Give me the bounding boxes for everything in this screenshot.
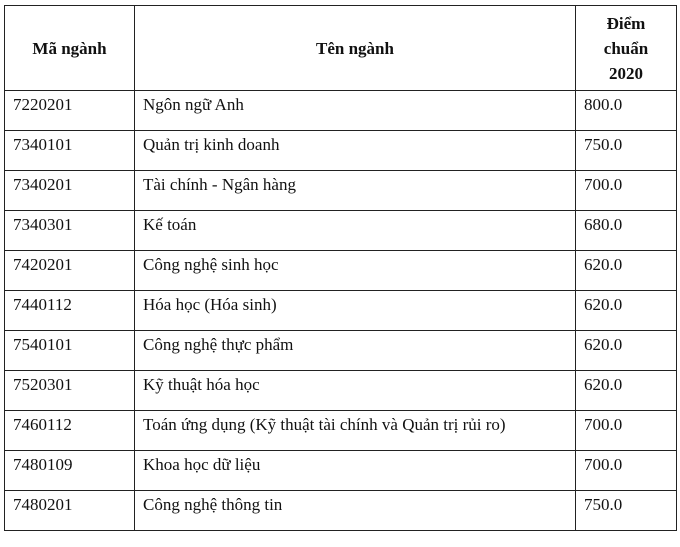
cell-code: 7340101 <box>5 131 135 171</box>
cell-code: 7480109 <box>5 451 135 491</box>
table-row <box>5 371 677 411</box>
cell-score: 800.0 <box>576 91 677 131</box>
cell-name: Kế toán <box>135 211 576 251</box>
cell-code: 7520301 <box>5 371 135 411</box>
cell-name: Công nghệ thông tin <box>135 491 576 531</box>
cell-code: 7340201 <box>5 171 135 211</box>
cell-code: 7460112 <box>5 411 135 451</box>
cell-name: Toán ứng dụng (Kỹ thuật tài chính và Quản trị rủi ro) <box>135 411 576 451</box>
cell-name: Tài chính - Ngân hàng <box>135 171 576 211</box>
admission-scores-table <box>4 5 677 531</box>
cell-score: 620.0 <box>576 291 677 331</box>
cell-name: Kỹ thuật hóa học <box>135 371 576 411</box>
cell-name: Công nghệ sinh học <box>135 251 576 291</box>
header-score: Điểm chuẩn 2020 <box>576 6 677 91</box>
cell-score: 700.0 <box>576 171 677 211</box>
header-code: Mã ngành <box>5 6 135 91</box>
cell-score: 750.0 <box>576 131 677 171</box>
cell-name: Quản trị kinh doanh <box>135 131 576 171</box>
table-row <box>5 331 677 371</box>
table-row <box>5 171 677 211</box>
cell-score: 750.0 <box>576 491 677 531</box>
table-row <box>5 451 677 491</box>
header-name: Tên ngành <box>135 6 576 91</box>
cell-score: 700.0 <box>576 451 677 491</box>
cell-score: 680.0 <box>576 211 677 251</box>
cell-name: Hóa học (Hóa sinh) <box>135 291 576 331</box>
cell-score: 700.0 <box>576 411 677 451</box>
table-row <box>5 491 677 531</box>
cell-name: Khoa học dữ liệu <box>135 451 576 491</box>
cell-code: 7340301 <box>5 211 135 251</box>
table-row <box>5 291 677 331</box>
table-row <box>5 411 677 451</box>
cell-name: Công nghệ thực phẩm <box>135 331 576 371</box>
table-row <box>5 91 677 131</box>
cell-code: 7440112 <box>5 291 135 331</box>
cell-score: 620.0 <box>576 251 677 291</box>
header-row <box>5 6 677 91</box>
table-row <box>5 211 677 251</box>
table-row <box>5 251 677 291</box>
cell-code: 7480201 <box>5 491 135 531</box>
cell-score: 620.0 <box>576 331 677 371</box>
cell-code: 7420201 <box>5 251 135 291</box>
cell-code: 7220201 <box>5 91 135 131</box>
table-row <box>5 131 677 171</box>
cell-code: 7540101 <box>5 331 135 371</box>
cell-name: Ngôn ngữ Anh <box>135 91 576 131</box>
cell-score: 620.0 <box>576 371 677 411</box>
